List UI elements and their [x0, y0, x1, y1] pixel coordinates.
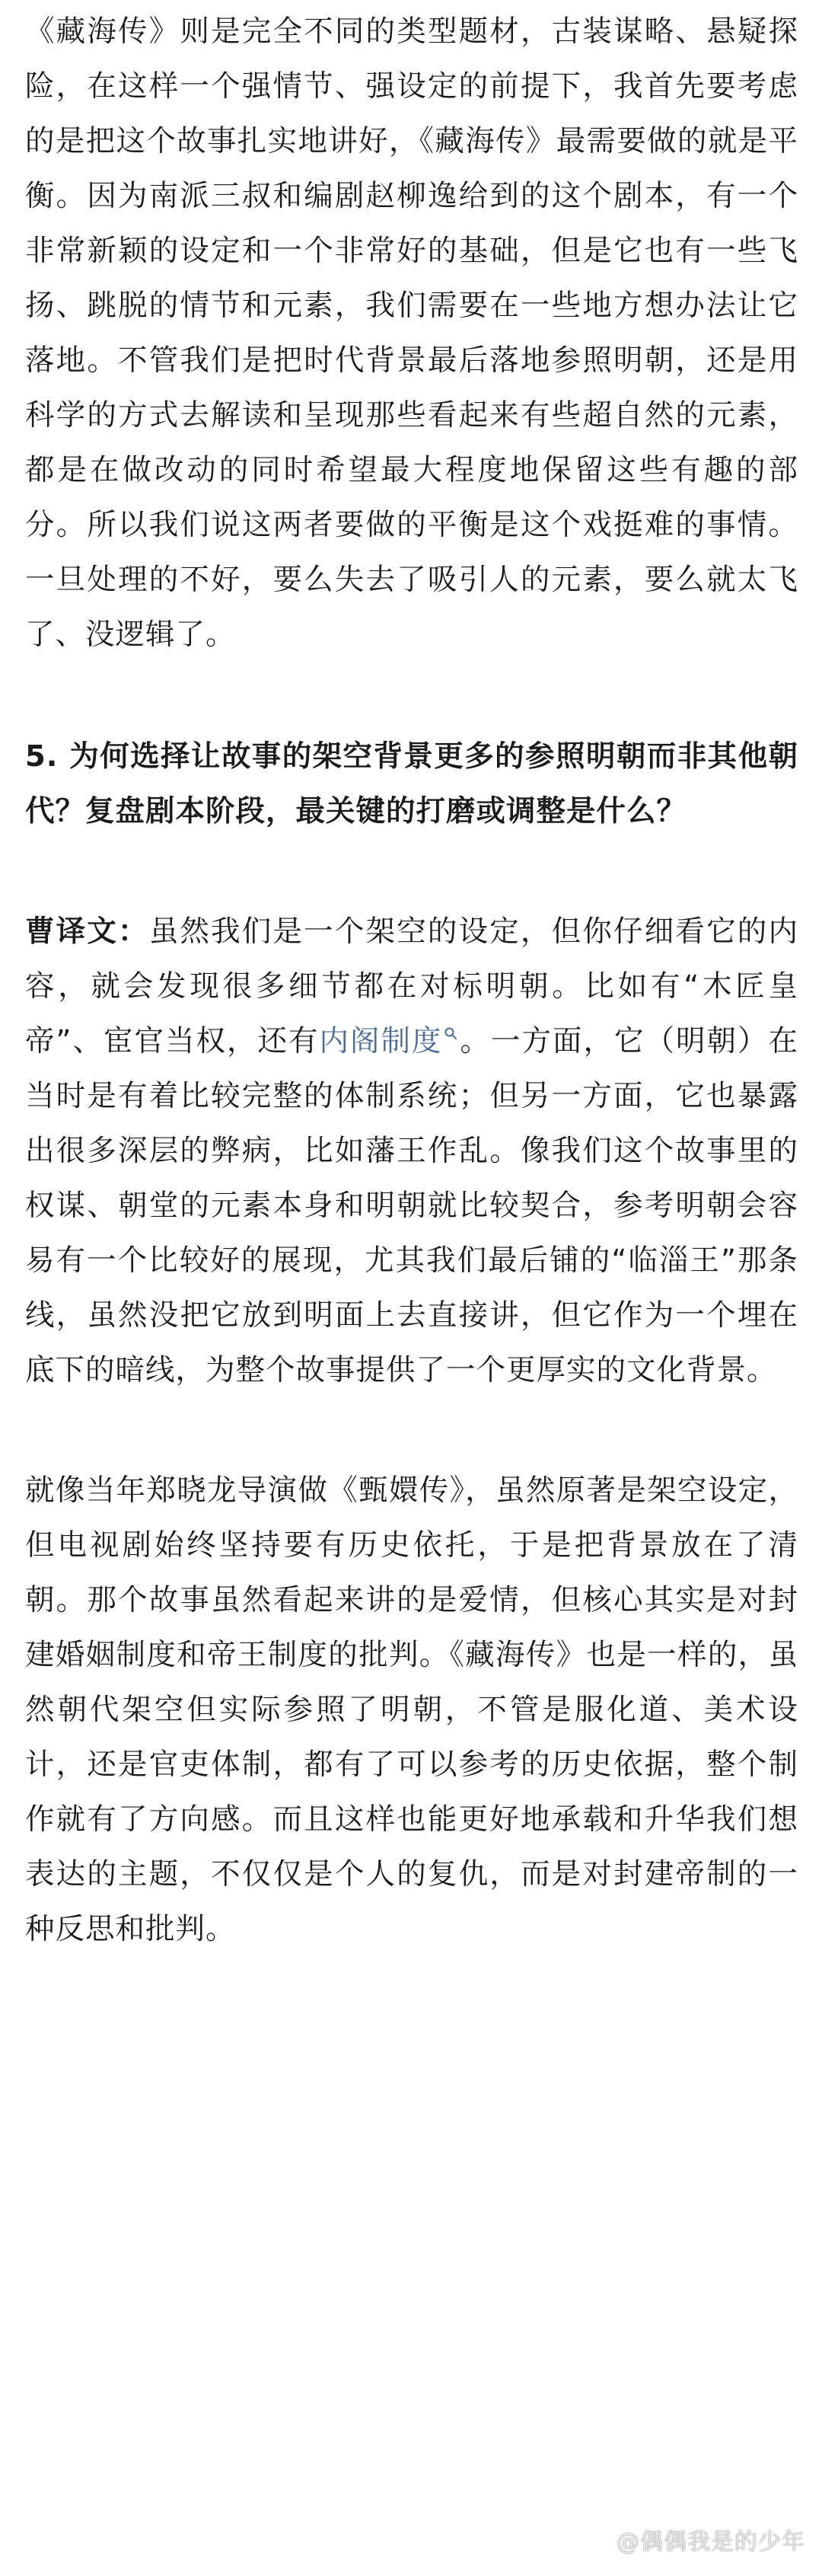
keyword-link-cabinet-system[interactable]: 内阁制度	[319, 1024, 443, 1058]
speaker-label: 曹译文：	[25, 915, 149, 949]
answer-text-end: 。一方面，它（明朝）在当时是有着比较完整的体制系统；但另一方面，它也暴露出很多深层的弊病，比如藩王作乱。像我们这个故事里的权谋、朝堂的元素本身和明朝就比较契合，参考明朝会容易有一个比较好的展现，尤其我们最后铺的“临淄王”那条线，虽然没把它放到明面上去直接讲，但它作为一个埋在底下的暗线，为整个故事提供了一个更厚实的文化背景。	[25, 1024, 798, 1387]
paragraph-answer	[25, 905, 798, 1398]
paragraph-intro: 《藏海传》则是完全不同的类型题材，古装谋略、悬疑探险，在这样一个强情节、强设定的前提下，我首先要考虑的是把这个故事扎实地讲好，《藏海传》最需要做的就是平衡。因为南派三叔和编剧赵柳逸给到的这个剧本，有一个非常新颖的设定和一个非常好的基础，但是它也有一些飞扬、跳脱的情节和元素，我们需要在一些地方想办法让它落地。不管我们是把时代背景最后落地参照明朝，还是用科学的方式去解读和呈现那些看起来有些超自然的元素，都是在做改动的同时希望最大程度地保留这些有趣的部分。所以我们说这两者要做的平衡是这个戏挺难的事情。一旦处理的不好，要么失去了吸引人的元素，要么就太飞了、没逻辑了。	[25, 14, 798, 652]
watermark-text: @偶偶我是的少年	[616, 2529, 805, 2555]
answer-text-start: 虽然我们是一个架空的设定，但你仔细看它的内容，就会发现很多细节都在对标明朝。比如有“木匠皇帝”、宦官当权，还有	[25, 915, 798, 1058]
search-icon[interactable]	[444, 1026, 457, 1040]
interview-question: 5. 为何选择让故事的架空背景更多的参照明朝而非其他朝代？复盘剧本阶段，最关键的打磨或调整是什么？	[25, 739, 798, 828]
weibo-logo-icon	[586, 2527, 612, 2552]
article-body	[25, 5, 798, 1957]
watermark	[586, 2523, 805, 2556]
paragraph-conclusion: 就像当年郑晓龙导演做《甄嬛传》，虽然原著是架空设定，但电视剧始终坚持要有历史依托，于是把背景放在了清朝。那个故事虽然看起来讲的是爱情，但核心其实是对封建婚姻制度和帝王制度的批判。《藏海传》也是一样的，虽然朝代架空但实际参照了明朝，不管是服化道、美术设计，还是官吏体制，都有了可以参考的历史依据，整个制作就有了方向感。而且这样也能更好地承载和升华我们想表达的主题，不仅仅是个人的复仇，而是对封建帝制的一种反思和批判。	[25, 1473, 798, 1946]
